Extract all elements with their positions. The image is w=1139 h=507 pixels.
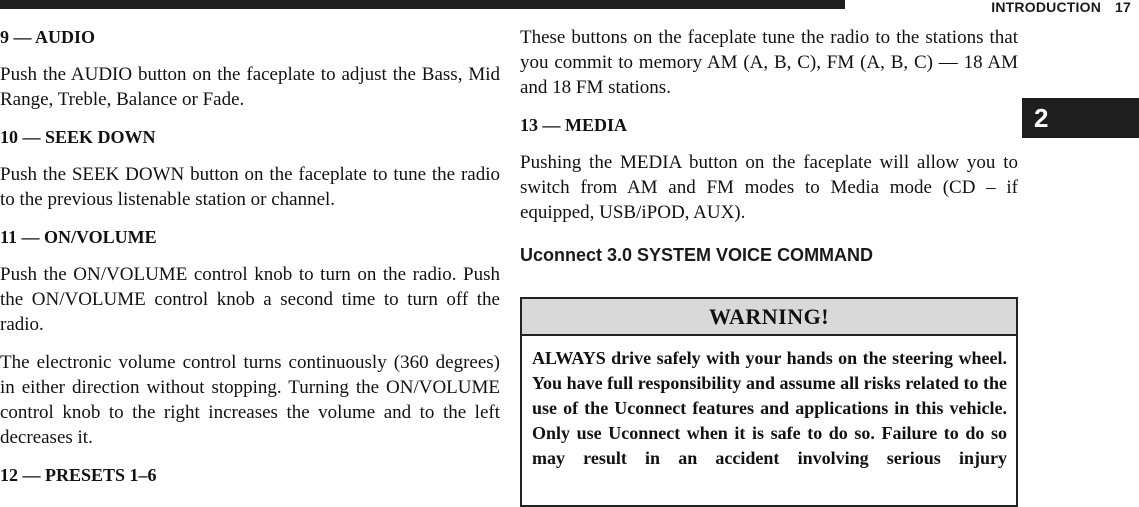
warning-text: ALWAYS drive safely with your hands on the steering wheel. You have full responsibility and assume all risks related to the use of the Uconnect features and applications in this vehicle. Only use Uconnect when it is safe to do so. Failure to do so may result in an accident involving serious injury	[532, 348, 1007, 468]
paragraph-media: Pushing the MEDIA button on the faceplate will allow you to switch from AM and FM modes to Media mode (CD – if equipped, USB/iPOD, AUX).	[520, 152, 1018, 223]
paragraph-audio: Push the AUDIO button on the faceplate to adjust the Bass, Mid Range, Treble, Balance or Fade.	[0, 64, 500, 110]
paragraph-on-volume: Push the ON/VOLUME control knob to turn on the radio. Push the ON/VOLUME control knob a second time to turn off the radio.	[0, 264, 500, 335]
header-bar	[0, 0, 845, 9]
warning-box	[520, 297, 1018, 507]
left-column	[0, 25, 500, 488]
section-heading-audio: 9 — AUDIO	[0, 27, 96, 47]
section-heading-on-volume: 11 — ON/VOLUME	[0, 227, 157, 247]
paragraph-seek-down: Push the SEEK DOWN button on the faceplate to tune the radio to the previous listenable station or channel.	[0, 164, 500, 210]
section-heading-presets: 12 — PRESETS 1–6	[0, 465, 157, 485]
warning-title: WARNING!	[522, 299, 1016, 336]
right-column	[520, 25, 1018, 267]
section-heading-media: 13 — MEDIA	[520, 115, 627, 135]
paragraph-volume-control: The electronic volume control turns continuously (360 degrees) in either direction without stopping. Turning the ON/VOLUME control knob to the right increases the volume and to the left decreases it.	[0, 352, 500, 448]
running-header	[991, 0, 1131, 14]
system-heading: Uconnect 3.0 SYSTEM VOICE COMMAND	[520, 245, 874, 265]
page-number: 17	[1115, 0, 1131, 15]
paragraph-presets: These buttons on the faceplate tune the radio to the stations that you commit to memory AM (A, B, C), FM (A, B, C) — 18 AM and 18 FM stations.	[520, 27, 1018, 98]
chapter-tab: 2	[1022, 98, 1139, 138]
section-title: INTRODUCTION	[991, 0, 1102, 15]
section-heading-seek-down: 10 — SEEK DOWN	[0, 127, 156, 147]
